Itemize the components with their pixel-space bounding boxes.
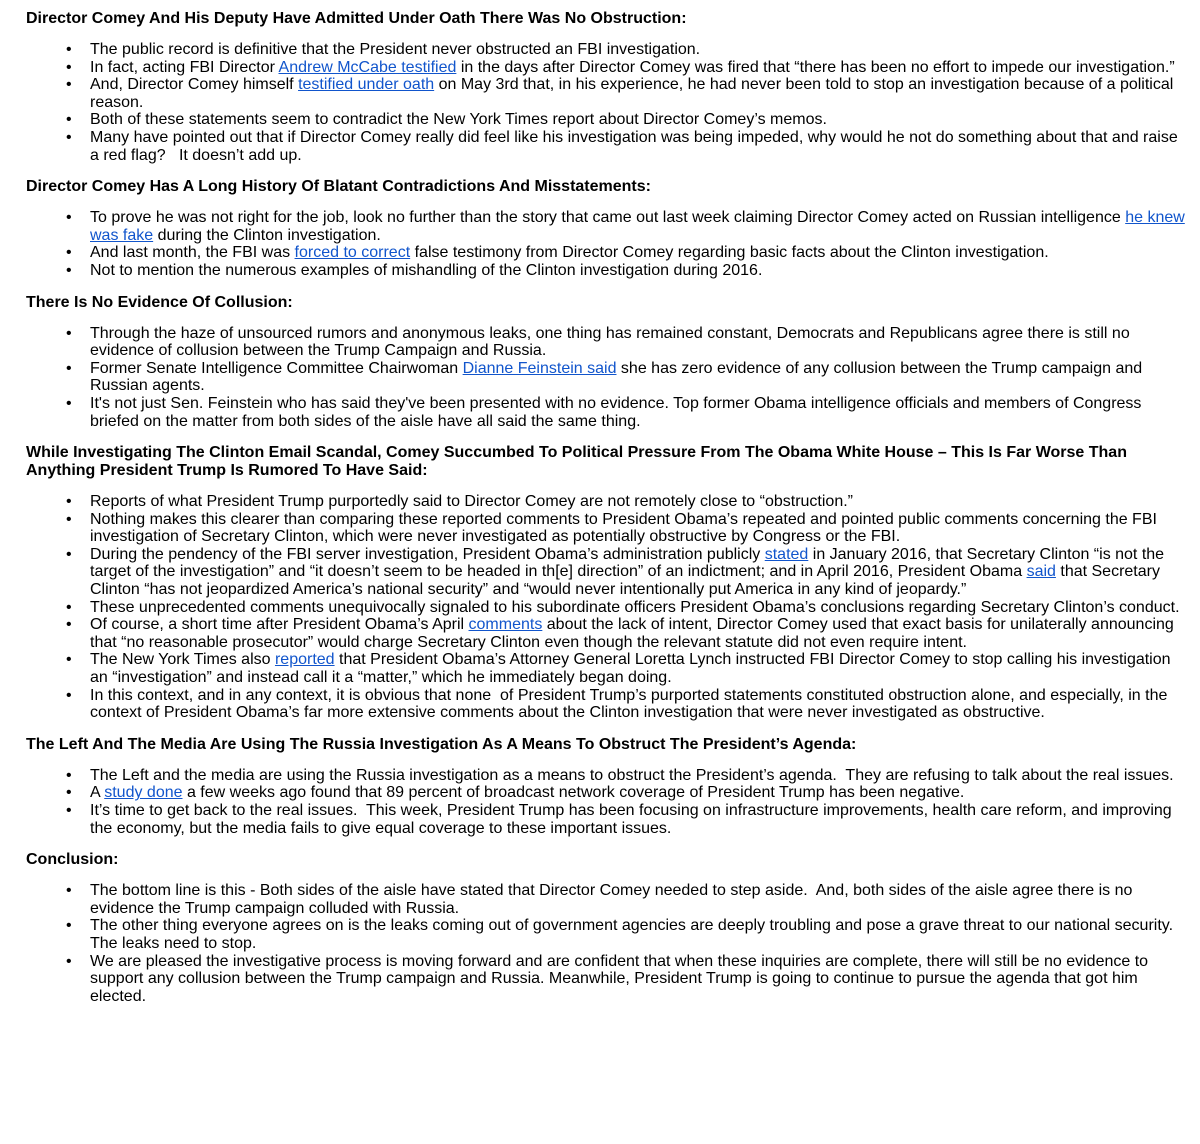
bullet-text: And, Director Comey himself — [90, 76, 299, 94]
section-heading: Director Comey Has A Long History Of Blatant Contradictions And Misstatements: — [26, 178, 651, 196]
section-heading: While Investigating The Clinton Email Scandal, Comey Succumbed To Political Pressure From The Obama White House – This Is Far Worse Than Anything President Trump Is Rumored To Have Said: — [26, 444, 1127, 480]
bullet-text: that Secretary Clinton “has not jeopardized America’s national security” and “would never intentionally put America in any kind of jeopardy.” — [90, 563, 1160, 599]
bullet-text: The New York Times also — [90, 651, 275, 669]
bullet-item — [26, 802, 1186, 837]
section-conclusion — [26, 851, 1186, 1005]
bullet-text: Of course, a short time after President Obama’s April — [90, 616, 469, 634]
section-contradictions — [26, 178, 1186, 279]
bullet-item — [26, 493, 1186, 511]
bullet-text: Reports of what President Trump purportedly said to Director Comey are not remotely close to “obstruction.” — [90, 493, 853, 511]
bullet-item — [26, 325, 1186, 360]
bullet-item — [26, 767, 1186, 785]
bullet-text: in the days after Director Comey was fired that “there has been no effort to impede our investigation.” — [456, 58, 1175, 76]
bullet-text: In fact, acting FBI Director — [90, 58, 279, 76]
bullet-text: Many have pointed out that if Director Comey really did feel like his investigation was being impeded, why would he not do something about that and raise a red flag? It doesn’t add up. — [90, 128, 1178, 164]
bullet-list — [26, 209, 1186, 279]
bullet-item — [26, 917, 1186, 952]
bullet-text: To prove he was not right for the job, look no further than the story that came out last week claiming Director Comey acted on Russian intelligence — [90, 209, 1126, 227]
bullet-item — [26, 953, 1186, 1006]
bullet-text: We are pleased the investigative process is moving forward and are confident that when these inquiries are complete, there will still be no evidence to support any collusion between the Trump campaign and Russia. Meanwhile, President Trump is going to continue to pursue the agenda that got him elected. — [90, 952, 1149, 1005]
bullet-text: Both of these statements seem to contradict the New York Times report about Director Comey’s memos. — [90, 111, 827, 129]
bullet-text: during the Clinton investigation. — [153, 226, 381, 244]
bullet-item — [26, 882, 1186, 917]
bullet-item — [26, 111, 1186, 129]
bullet-text: Nothing makes this clearer than comparing these reported comments to President Obama’s repeated and pointed public comments concerning the FBI investigation of Secretary Clinton, which were never investigated as potentially obstructive by Congress or the FBI. — [90, 510, 1157, 546]
bullet-text: she has zero evidence of any collusion between the Trump campaign and Russian agents. — [90, 359, 1143, 395]
inline-link[interactable]: Andrew McCabe testified — [278, 58, 457, 76]
section-political-pressure — [26, 444, 1186, 722]
bullet-text: about the lack of intent, Director Comey used that exact basis for unilaterally announcing that “no reasonable prosecutor” would charge Secretary Clinton even though the relevant statute did not even require intent. — [90, 616, 1174, 651]
bullet-text: Not to mention the numerous examples of mishandling of the Clinton investigation during 2016. — [90, 261, 763, 279]
inline-link[interactable]: forced to correct — [294, 244, 411, 262]
inline-link[interactable]: comments — [468, 616, 543, 634]
bullet-item — [26, 599, 1186, 617]
section-no-collusion — [26, 294, 1186, 431]
inline-link[interactable]: study done — [104, 784, 183, 802]
bullet-text: Former Senate Intelligence Committee Chairwoman — [90, 359, 463, 377]
bullet-text: And last month, the FBI was — [90, 244, 295, 262]
bullet-list — [26, 325, 1186, 431]
bullet-item — [26, 41, 1186, 59]
bullet-text: It’s time to get back to the real issues. This week, President Trump has been focusing on infrastructure improvements, health care reform, and improving the economy, but the media fails to give equal coverage to these important issues. — [90, 802, 1172, 837]
bullet-item — [26, 244, 1186, 262]
bullet-list — [26, 882, 1186, 1005]
inline-link[interactable]: he knew was fake — [90, 209, 1185, 244]
bullet-item — [26, 59, 1186, 77]
bullet-list — [26, 41, 1186, 164]
bullet-list — [26, 767, 1186, 837]
bullet-item — [26, 651, 1186, 686]
bullet-text: a few weeks ago found that 89 percent of broadcast network coverage of President Trump has been negative. — [182, 784, 965, 802]
bullet-text: The other thing everyone agrees on is the leaks coming out of government agencies are deeply troubling and pose a grave threat to our national security. The leaks need to stop. — [90, 917, 1174, 952]
bullet-text: that President Obama’s Attorney General Loretta Lynch instructed FBI Director Comey to stop calling his investigation an “investigation” and instead call it a “matter,” which he immediately began doing. — [90, 651, 1171, 687]
bullet-text: on May 3rd that, in his experience, he had never been told to stop an investigation because of a political reason. — [90, 76, 1174, 111]
inline-link[interactable]: stated — [764, 545, 809, 563]
section-no-obstruction — [26, 10, 1186, 164]
bullet-item — [26, 129, 1186, 164]
bullet-text: In this context, and in any context, it is obvious that none of President Trump’s purported statements constituted obstruction alone, and especially, in the context of President Obama’s far more extensive comments about the Clinton investigation that were never investigated as obstructive. — [90, 686, 1168, 722]
section-heading: Director Comey And His Deputy Have Admitted Under Oath There Was No Obstruction: — [26, 10, 687, 27]
bullet-item — [26, 76, 1186, 111]
bullet-item — [26, 209, 1186, 244]
bullet-text: false testimony from Director Comey regarding basic facts about the Clinton investigation. — [410, 244, 1049, 262]
bullet-text: in January 2016, that Secretary Clinton “is not the target of the investigation” and “it doesn’t seem to be headed in th[e] direction” of an indictment; and in April 2016, President Obama — [90, 545, 1165, 581]
bullet-text: Through the haze of unsourced rumors and anonymous leaks, one thing has remained constant, Democrats and Republicans agree there is still no evidence of collusion between the Trump Campaign and Russia. — [90, 324, 1130, 360]
bullet-item — [26, 546, 1186, 599]
bullet-item — [26, 360, 1186, 395]
bullet-text: During the pendency of the FBI server investigation, President Obama’s administration publicly — [90, 545, 765, 563]
inline-link[interactable]: said — [1026, 563, 1056, 581]
bullet-item — [26, 511, 1186, 546]
inline-link[interactable]: testified under oath — [298, 76, 435, 94]
bullet-item — [26, 616, 1186, 651]
section-heading: The Left And The Media Are Using The Russia Investigation As A Means To Obstruct The President’s Agenda: — [26, 735, 857, 753]
bullet-text: The Left and the media are using the Russia investigation as a means to obstruct the President’s agenda. They are refusing to talk about the real issues. — [90, 766, 1174, 784]
inline-link[interactable]: Dianne Feinstein said — [462, 359, 617, 377]
document-body — [26, 10, 1186, 1019]
section-heading: Conclusion: — [26, 851, 119, 869]
inline-link[interactable]: reported — [274, 651, 335, 669]
bullet-text: It's not just Sen. Feinstein who has said they've been presented with no evidence. Top former Obama intelligence officials and members of Congress briefed on the matter from both sides of the aisle have all said the same thing. — [90, 394, 1142, 430]
bullet-list — [26, 493, 1186, 722]
bullet-text: These unprecedented comments unequivocally signaled to his subordinate officers President Obama’s conclusions regarding Secretary Clinton’s conduct. — [90, 598, 1180, 616]
bullet-item — [26, 395, 1186, 430]
section-heading: There Is No Evidence Of Collusion: — [26, 293, 293, 311]
bullet-item — [26, 262, 1186, 280]
bullet-text: The bottom line is this - Both sides of the aisle have stated that Director Comey needed to step aside. And, both sides of the aisle agree there is no evidence the Trump campaign colluded with Russia. — [90, 882, 1133, 917]
bullet-text: The public record is definitive that the President never obstructed an FBI investigation. — [90, 41, 701, 58]
bullet-text: A — [90, 784, 105, 802]
bullet-item — [26, 784, 1186, 802]
section-media-agenda — [26, 736, 1186, 837]
bullet-item — [26, 687, 1186, 722]
